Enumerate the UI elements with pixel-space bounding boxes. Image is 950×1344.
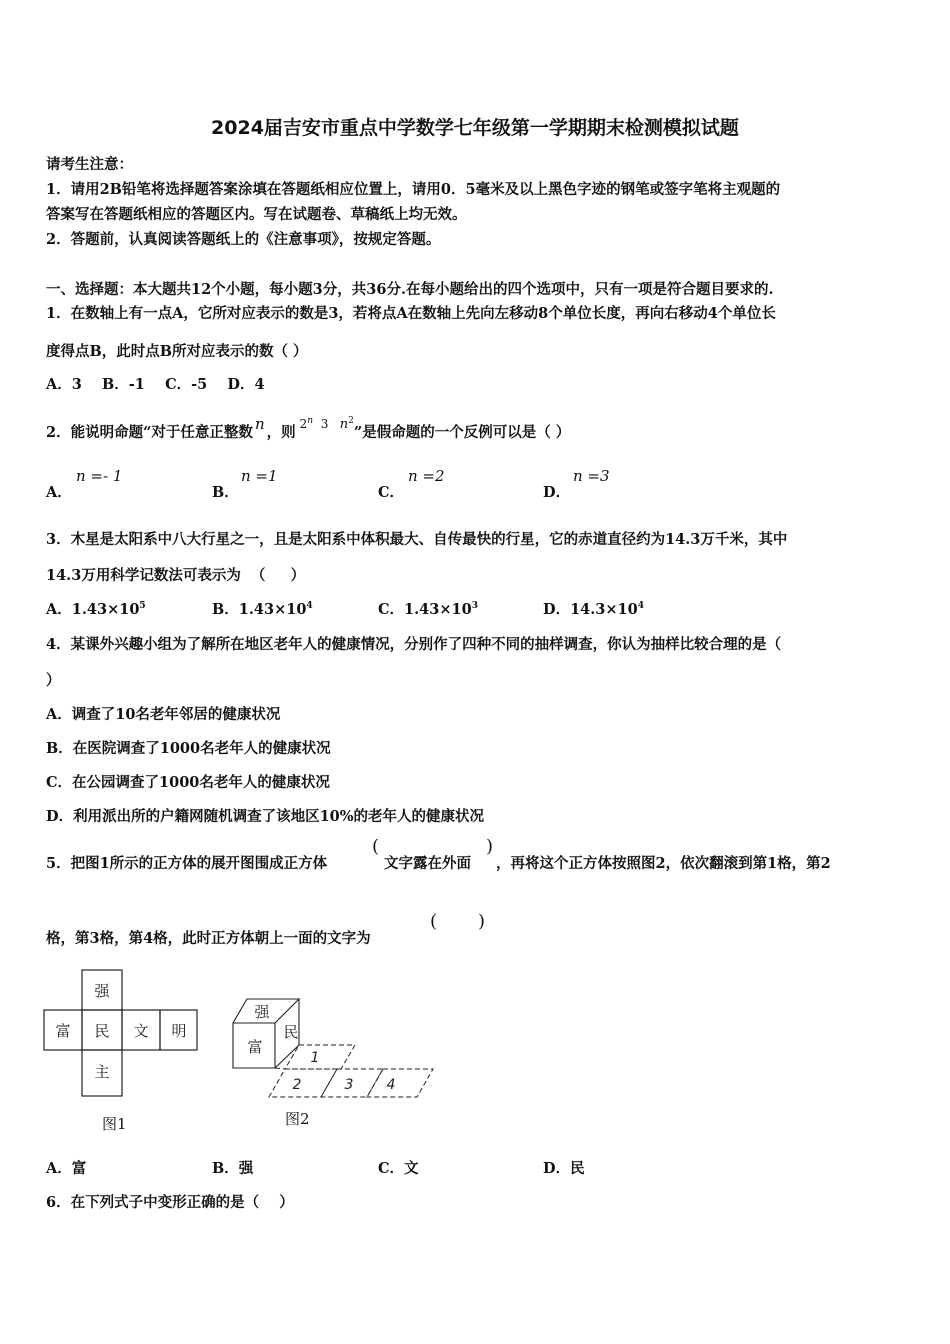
q2-expr-three: 3	[320, 417, 329, 431]
track-number-2: 2	[292, 1077, 302, 1093]
q2-mid: ，则	[266, 424, 296, 441]
q3-option-c-label: C．	[378, 601, 405, 618]
q2-option-c-label: C．	[378, 484, 405, 501]
track-cell-4	[367, 1069, 433, 1097]
q3-option-b-exp: 4	[306, 601, 313, 612]
q3-option-d-exp: 4	[637, 601, 644, 612]
net-text-center: 民	[94, 1022, 110, 1040]
q3-line-2: 14.3万用科学记数法可表示为 （ ）	[46, 567, 306, 584]
q2-var-n: n	[254, 415, 265, 433]
q1-line-1: 1．在数轴上有一点A，它所对应表示的数是3，若将点A在数轴上先向左移动8个单位长度，再向右移动4个单位长	[46, 305, 776, 322]
section-heading: 一、选择题：本大题共12个小题，每小题3分，共36分.在每小题给出的四个选项中，只有一项是符合题目要求的.	[46, 281, 774, 298]
q5-paren-close: )	[486, 836, 494, 857]
q2-suffix: ”是假命题的一个反例可以是（ ）	[353, 424, 571, 441]
q3-option-d	[543, 598, 644, 619]
q2-option-d-label: D．	[543, 484, 571, 501]
q5-line-1a: 5．把图1所示的正方体的展开图围成正方体	[46, 855, 328, 872]
q3-option-d-base: 14.3×10	[570, 601, 638, 618]
track-number-4: 4	[386, 1077, 396, 1093]
q3-option-b	[212, 598, 313, 619]
q5-option-b: B．强	[212, 1160, 254, 1177]
q4-option-a: A．调查了10名老年邻居的健康状况	[46, 706, 281, 723]
figure-1-cube-net	[40, 966, 205, 1101]
q2-option-b-value: n =1	[241, 467, 278, 485]
page-title: 2024届吉安市重点中学数学七年级第一学期期末检测模拟试题	[211, 117, 739, 139]
q3-option-c-base: 1.43×10	[404, 601, 472, 618]
q4-option-c: C．在公园调查了1000名老年人的健康状况	[46, 774, 330, 791]
q5-line-1c: ，再将这个正方体按照图2，依次翻滚到第1格，第2	[496, 855, 831, 872]
cube-text-top: 强	[254, 1003, 270, 1021]
q5-answer-paren-open: (	[430, 911, 438, 932]
q2-option-a-label: A．	[46, 484, 72, 501]
q6-line-1: 6．在下列式子中变形正确的是（ ）	[46, 1194, 294, 1211]
q3-option-a-label: A．	[46, 601, 72, 618]
q2-stem	[46, 415, 571, 442]
q4-option-b: B．在医院调查了1000名老年人的健康状况	[46, 740, 331, 757]
q2-expr-exp1: n	[307, 416, 314, 426]
q1-line-2: 度得点B，此时点B所对应表示的数（ ）	[46, 343, 308, 360]
q3-option-b-label: B．	[212, 601, 239, 618]
q3-line-1: 3．木星是太阳系中八大行星之一，且是太阳系中体积最大、自传最快的行星，它的赤道直径约为14.3万千米，其中	[46, 531, 788, 548]
q5-line-1b: 文字露在外面	[384, 855, 471, 872]
q2-option-a-value: n =- 1	[76, 467, 123, 485]
cube-text-front: 富	[247, 1038, 263, 1056]
cube-text-side: 民	[283, 1023, 299, 1041]
q4-line-1: 4．某课外兴趣小组为了解所在地区老年人的健康情况，分别作了四种不同的抽样调查，你认为抽样比较合理的是（	[46, 636, 782, 653]
q2-option-d-value: n =3	[573, 467, 610, 485]
q2-expression	[300, 417, 354, 431]
q3-option-b-base: 1.43×10	[238, 601, 307, 618]
q3-option-a-exp: 5	[139, 601, 146, 612]
q2-expr-exp2: 2	[348, 416, 354, 426]
net-text-far-right: 明	[171, 1022, 187, 1040]
q2-expr-base1: 2	[299, 417, 308, 431]
q5-paren-open: (	[372, 836, 380, 857]
track-edge	[275, 1068, 285, 1069]
figure-2-cube-track	[225, 993, 440, 1103]
net-text-top: 强	[94, 982, 110, 1000]
q5-option-a: A．富	[46, 1160, 87, 1177]
track-number-1: 1	[310, 1050, 320, 1066]
q2-prefix: 2．能说明命题“对于任意正整数	[46, 424, 253, 441]
notice-line-1: 1．请用2B铅笔将选择题答案涂填在答题纸相应位置上，请用0．5毫米及以上黑色字迹的钢笔或签字笔将主观题的	[46, 181, 781, 198]
q3-option-a	[46, 598, 146, 619]
q2-option-b-label: B．	[212, 484, 239, 501]
net-text-left: 富	[55, 1022, 71, 1040]
notice-line-3: 2．答题前，认真阅读答题纸上的《注意事项》，按规定答题。	[46, 231, 441, 248]
net-text-bottom: 主	[94, 1063, 110, 1081]
q4-line-2: ）	[46, 672, 61, 689]
track-cell-2	[269, 1069, 337, 1097]
q1-options: A．3 B．-1 C．-5 D．4	[46, 376, 265, 393]
notice-heading: 请考生注意：	[46, 156, 133, 173]
q3-option-a-base: 1.43×10	[71, 601, 140, 618]
q3-option-d-label: D．	[543, 601, 571, 618]
q5-option-d: D．民	[543, 1160, 585, 1177]
q5-answer-paren-close: )	[478, 911, 486, 932]
net-text-right: 文	[133, 1022, 149, 1040]
q4-option-d: D．利用派出所的户籍网随机调查了该地区10%的老年人的健康状况	[46, 808, 485, 825]
q5-line-2: 格，第3格，第4格，此时正方体朝上一面的文字为	[46, 930, 371, 947]
q3-option-c	[378, 598, 478, 619]
track-number-3: 3	[344, 1077, 354, 1093]
q3-option-c-exp: 3	[471, 601, 478, 612]
q2-option-c-value: n =2	[408, 467, 445, 485]
q5-option-c: C．文	[378, 1160, 419, 1177]
figure-2-label: 图2	[285, 1110, 310, 1128]
notice-line-2: 答案写在答题纸相应的答题区内。写在试题卷、草稿纸上均无效。	[46, 206, 467, 223]
figure-1-label: 图1	[102, 1115, 127, 1133]
q2-expr-base2: n	[339, 417, 349, 432]
